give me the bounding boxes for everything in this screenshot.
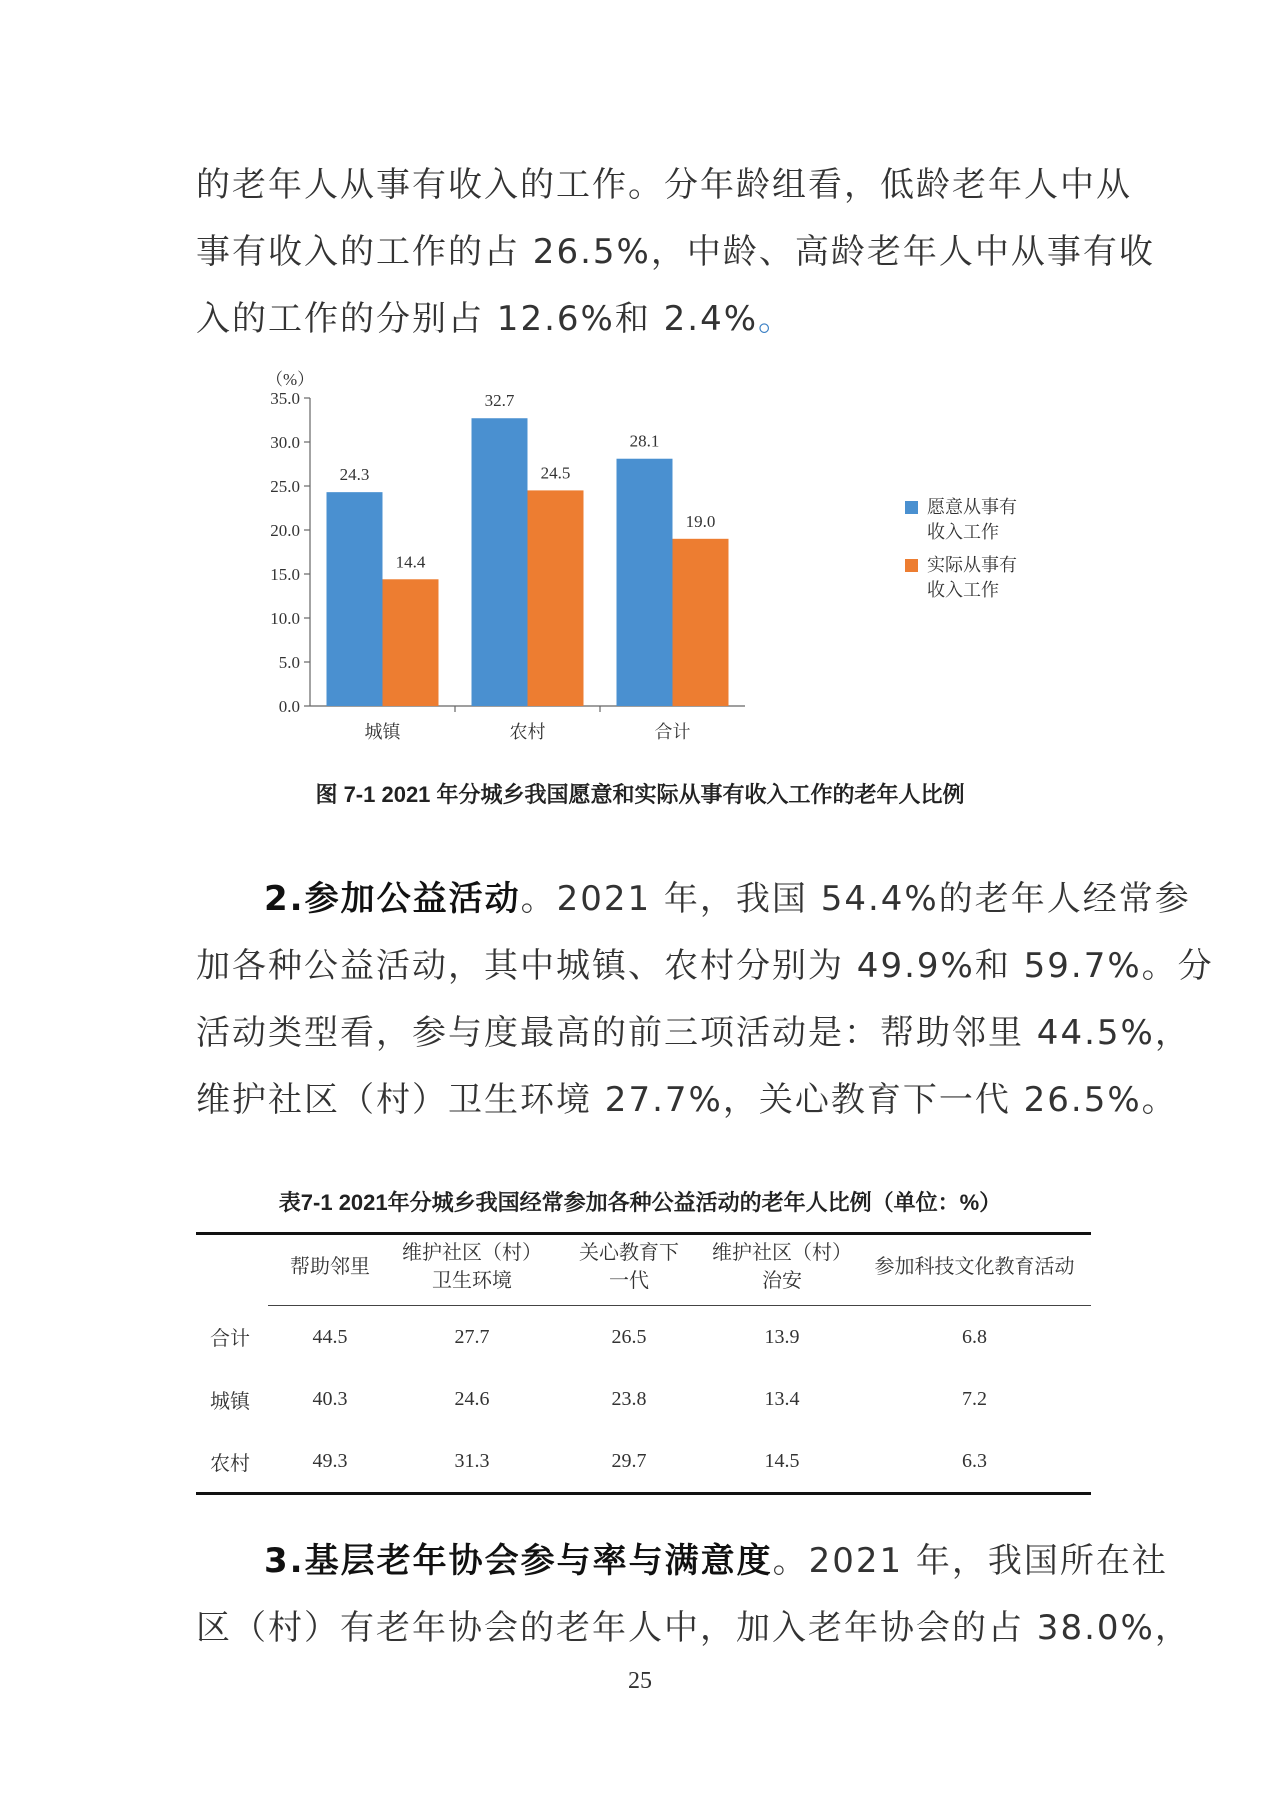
column-header: [858, 1234, 1091, 1306]
y-tick-label: 0.0: [278, 697, 300, 716]
legend-swatch: [905, 559, 918, 572]
data-table: [196, 1232, 1091, 1495]
text-line: 加各种公益活动，其中城镇、农村分别为 49.9%和 59.7%。分: [196, 946, 1214, 986]
table-cell: 31.3: [454, 1449, 490, 1472]
figure-caption: 图 7-1 2021 年分城乡我国愿意和实际从事有收入工作的老年人比例: [315, 782, 965, 807]
bar: [383, 579, 439, 706]
legend-label: 愿意从事有: [927, 497, 1017, 517]
table-cell: 26.5: [611, 1325, 647, 1348]
data-label: 24.3: [339, 465, 370, 485]
paragraph-elderly-association: [196, 1528, 1191, 1662]
text-period: 。: [758, 299, 795, 339]
header-line: 帮助邻里: [290, 1256, 370, 1278]
legend-label: 收入工作: [927, 522, 999, 542]
table-cell: 24.6: [454, 1387, 490, 1410]
table-row: [196, 1368, 1091, 1430]
text-line: [196, 866, 1191, 933]
data-label: 19.0: [685, 511, 716, 531]
legend-swatch: [905, 501, 918, 514]
table-cell: 27.7: [454, 1325, 490, 1348]
paragraph-public-welfare: [196, 866, 1214, 1134]
heading-period: 。: [520, 879, 557, 919]
bar: [472, 418, 528, 706]
section-heading: 2.参加公益活动: [264, 879, 521, 919]
table-cell: 49.3: [312, 1449, 348, 1472]
bar-chart: [250, 360, 1070, 760]
table-cell: 6.3: [962, 1449, 987, 1472]
table-cell: 6.8: [962, 1325, 987, 1348]
text-line: [196, 286, 1096, 353]
text-line: 事有收入的工作的占 26.5%，中龄、高龄老年人中从事有收: [196, 232, 1155, 272]
data-label: 28.1: [629, 431, 660, 451]
column-header: [268, 1234, 392, 1306]
text-line: 维护社区（村）卫生环境 27.7%，关心教育下一代 26.5%。: [196, 1080, 1178, 1120]
table-row: [196, 1430, 1091, 1494]
data-label: 32.7: [484, 391, 515, 411]
legend-label: 收入工作: [927, 580, 999, 600]
text-fragment: 2021 年，我国所在社: [808, 1541, 1168, 1581]
data-label: 14.4: [395, 552, 426, 572]
header-line: 维护社区（村）: [402, 1242, 542, 1264]
legend-label: 实际从事有: [927, 555, 1017, 575]
column-header: [392, 1234, 552, 1306]
header-line: 一代: [609, 1270, 649, 1292]
y-tick-label: 5.0: [278, 653, 300, 672]
text-line: 的老年人从事有收入的工作。分年龄组看，低龄老年人中从: [196, 165, 1132, 205]
y-tick-label: 15.0: [270, 565, 300, 584]
bar: [327, 492, 383, 706]
y-tick-label: 10.0: [270, 609, 300, 628]
page-number: 25: [628, 1668, 652, 1694]
header-line: 治安: [762, 1270, 802, 1292]
x-tick-label: 合计: [654, 722, 691, 742]
header-line: 关心教育下: [579, 1242, 679, 1264]
header-line: 卫生环境: [432, 1270, 512, 1292]
x-tick-label: 农村: [509, 722, 546, 742]
column-header: [706, 1234, 858, 1306]
table-cell: 13.9: [764, 1325, 800, 1348]
section-heading: 3.基层老年协会参与率与满意度: [264, 1541, 773, 1581]
text-line: 区（村）有老年协会的老年人中，加入老年协会的占 38.0%，: [196, 1608, 1191, 1648]
y-tick-label: 30.0: [270, 433, 300, 452]
paragraph-employment: [196, 152, 1155, 353]
text-fragment: 入的工作的分别占 12.6%和 2.4%: [196, 299, 759, 339]
header-line: 维护社区（村）: [712, 1242, 852, 1264]
table-caption: 表7-1 2021年分城乡我国经常参加各种公益活动的老年人比例（单位：%）: [278, 1190, 1002, 1215]
table-cell: 7.2: [962, 1387, 987, 1410]
table-cell: 29.7: [611, 1449, 647, 1472]
y-tick-label: 25.0: [270, 477, 300, 496]
table-row: [196, 1306, 1091, 1369]
table-header-row: [196, 1234, 1091, 1306]
bar: [673, 539, 729, 706]
row-label: 合计: [210, 1328, 250, 1351]
table-cell: 23.8: [611, 1387, 647, 1410]
text-line: [196, 1528, 1168, 1595]
table-cell: 14.5: [764, 1449, 800, 1472]
data-label: 24.5: [540, 463, 571, 483]
table-cell: 13.4: [764, 1387, 800, 1410]
row-label: 农村: [210, 1452, 250, 1475]
bar: [528, 490, 584, 706]
y-tick-label: 20.0: [270, 521, 300, 540]
table-cell: 44.5: [312, 1325, 348, 1348]
y-axis-label: （%）: [266, 370, 315, 389]
bar: [617, 459, 673, 706]
x-tick-label: 城镇: [364, 722, 401, 742]
y-tick-label: 35.0: [270, 389, 300, 408]
row-label: 城镇: [210, 1390, 250, 1413]
header-line: 参加科技文化教育活动: [874, 1256, 1075, 1278]
heading-period: 。: [772, 1541, 809, 1581]
corner-cell: [196, 1234, 268, 1306]
table-cell: 40.3: [312, 1387, 348, 1410]
column-header: [552, 1234, 706, 1306]
text-fragment: 2021 年，我国 54.4%的老年人经常参: [556, 879, 1191, 919]
text-line: 活动类型看，参与度最高的前三项活动是：帮助邻里 44.5%，: [196, 1013, 1191, 1053]
